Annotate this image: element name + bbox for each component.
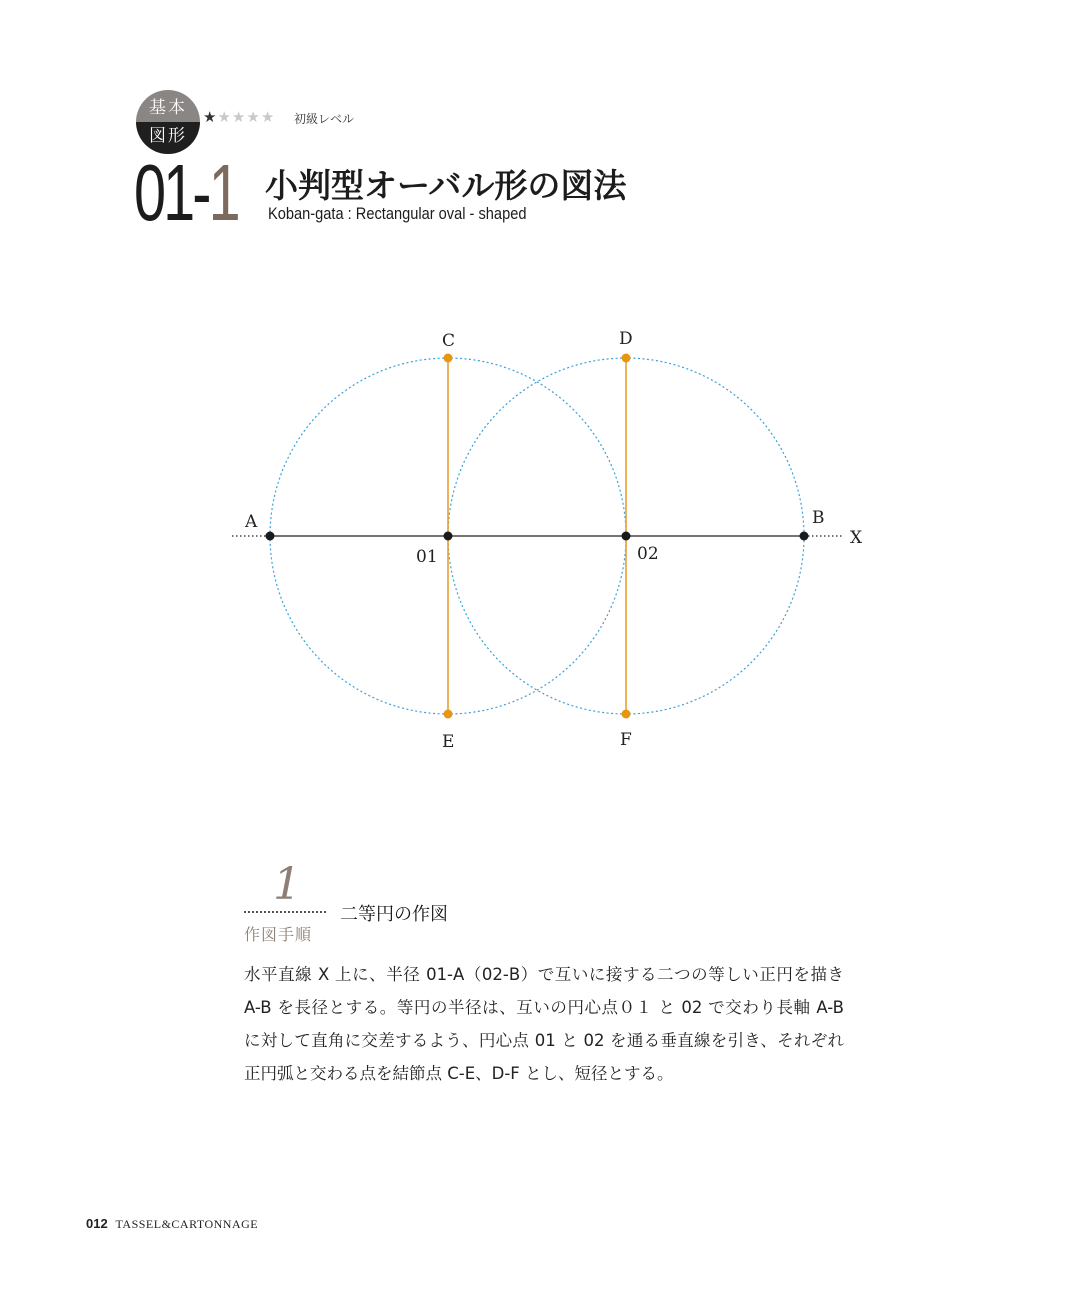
point-d bbox=[622, 354, 631, 363]
section-number-main: 01- bbox=[134, 148, 209, 237]
step-label: 作図手順 bbox=[244, 925, 313, 944]
step-title: 二等円の作図 bbox=[340, 904, 448, 925]
label-f: F bbox=[620, 730, 632, 750]
label-x: X bbox=[850, 528, 863, 548]
step-divider bbox=[244, 911, 326, 913]
label-c: C bbox=[442, 331, 456, 351]
label-e: E bbox=[442, 732, 455, 752]
label-d: D bbox=[619, 329, 633, 349]
label-a: A bbox=[245, 512, 258, 532]
point-o1 bbox=[444, 532, 453, 541]
page-number: 012 bbox=[86, 1216, 108, 1231]
page-subtitle: Koban-gata : Rectangular oval - shaped bbox=[268, 204, 527, 223]
section-number-sub: 1 bbox=[208, 148, 238, 237]
star-empty-icon: ★ bbox=[231, 108, 247, 126]
star-empty-icon: ★ bbox=[246, 108, 261, 126]
badge-top-text: 基本 bbox=[136, 90, 200, 122]
point-o2 bbox=[622, 532, 631, 541]
step-description: 水平直線 X 上に、半径 01-A（02-B）で互いに接する二つの等しい正円を描き A-B を長径とする。等円の半径は、互いの円心点０１ と 02 で交わり長軸 A-B に対して直角に交差するよう、円心点 01 と 02 を通る垂直線を引き、それぞれ正円弧と交わる点を結節点 C-E、D-F とし、短径とする。 bbox=[244, 965, 844, 1083]
brand-name: TASSEL&CARTONNAGE bbox=[115, 1217, 259, 1231]
star-filled-icon: ★ bbox=[203, 108, 218, 126]
label-b: B bbox=[812, 508, 825, 528]
point-a bbox=[266, 532, 275, 541]
point-c bbox=[444, 354, 453, 363]
point-f bbox=[622, 710, 631, 719]
page-footer bbox=[86, 1216, 258, 1232]
point-e bbox=[444, 710, 453, 719]
label-o1: 01 bbox=[416, 547, 438, 567]
point-b bbox=[800, 532, 809, 541]
level-text: 初級レベル bbox=[294, 112, 355, 126]
page-title: 小判型オーバル形の図法 bbox=[265, 166, 627, 205]
label-o2: 02 bbox=[637, 544, 659, 564]
step-number: 1 bbox=[273, 859, 301, 910]
badge-bottom-text: 図形 bbox=[136, 122, 200, 154]
star-empty-icon: ★ bbox=[260, 108, 276, 126]
star-empty-icon: ★ bbox=[217, 108, 232, 126]
